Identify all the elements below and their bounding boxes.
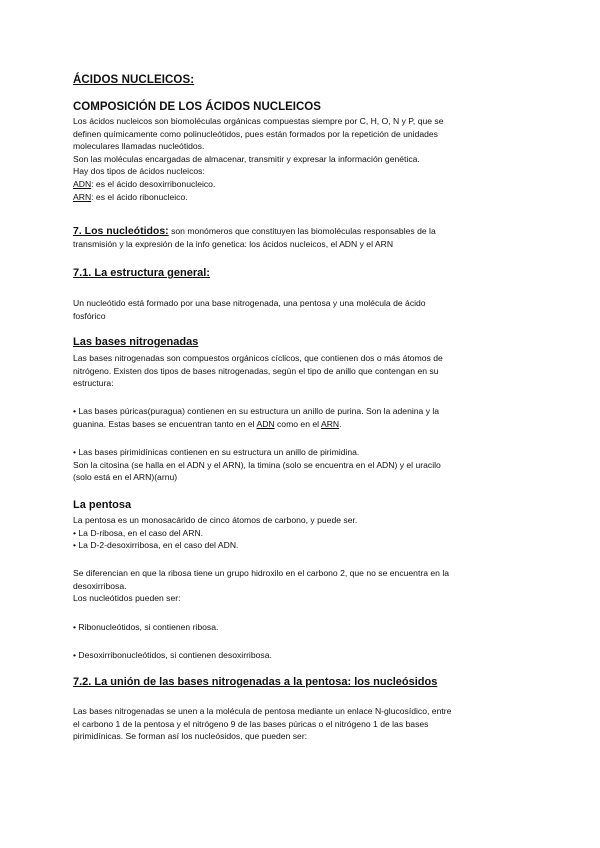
pentosa-line-3: • La D-2-desoxirribosa, en el caso del ADN. <box>73 540 239 551</box>
pentosa-diff-line-2: desoxirribosa. <box>73 580 127 591</box>
union-line-3: pirimidínicas. Se forman así los nucleósidos, que pueden ser: <box>73 731 308 742</box>
document-title: ÁCIDOS NUCLEICOS: <box>73 74 195 86</box>
desoxirribonucleotidos-item <box>73 649 528 662</box>
pentosa-diff-line-1: Se diferencian en que la ribosa tiene un grupo hidroxilo en el carbono 2, que no se encuentra en la <box>73 568 450 578</box>
pirimidinicas-line-2: Son la citosina (se halla en el ADN y el ARN), la timina (solo se encuentra en el ADN) y el uracilo <box>73 459 441 470</box>
composicion-heading: COMPOSICIÓN DE LOS ÁCIDOS NUCLEICOS <box>73 101 321 113</box>
puricas-text-a: guanina. Estas bases se encuentran tanto en el <box>73 418 257 429</box>
pentosa-line-2: • La D-ribosa, en el caso del ARN. <box>73 527 204 538</box>
desoxirribonucleotidos-text: • Desoxirribonucleótidos, si contienen desoxirribosa. <box>73 650 272 660</box>
bases-line-3: estructura: <box>73 378 114 389</box>
composicion-line-2: definen químicamente como polinucleótidos, pues están formados por la repetición de unidades <box>73 128 438 139</box>
ribonucleotidos-item <box>73 621 528 634</box>
pentosa-line-1: La pentosa es un monosacárido de cinco átomos de carbono, y puede ser. <box>73 515 358 525</box>
pentosa-paragraph <box>73 514 528 552</box>
pirimidinicas-line-1: • Las bases pirimidínicas contienen en su estructura un anillo de pirimidina. <box>73 447 360 457</box>
bases-line-1: Las bases nitrogenadas son compuestos orgánicos cíclicos, que contienen dos o más átomos de <box>73 353 443 363</box>
composicion-paragraph <box>73 115 528 203</box>
puricas-line-1: • Las bases púricas(puragua) contienen en su estructura un anillo de purina. Son la adenina y la <box>73 406 440 416</box>
pentosa-diff-paragraph <box>73 567 528 605</box>
pentosa-heading: La pentosa <box>73 499 132 511</box>
adn-desc: : es el ácido desoxirribonucleico. <box>91 178 216 189</box>
nucleotidos-heading: 7. Los nucleótidos: <box>73 225 169 237</box>
arn-desc: : es el ácido ribonucleico. <box>91 191 188 202</box>
union-paragraph <box>73 705 528 743</box>
union-line-2: el carbono 1 de la pentosa y el nitrógeno 9 de las bases púricas o el nitrógeno 1 de las bases <box>73 718 429 729</box>
ribonucleotidos-text: • Ribonucleótidos, si contienen ribosa. <box>73 622 219 632</box>
puricas-text-c: . <box>339 418 342 429</box>
estructura-paragraph <box>73 297 528 322</box>
composicion-line-3: moleculares llamadas nucleótidos. <box>73 141 205 152</box>
composicion-line-4: Son las moléculas encargadas de almacenar, transmitir y expresar la información genética. <box>73 153 420 164</box>
nucleotidos-line-1 <box>73 225 528 238</box>
puricas-adn-term: ADN <box>256 418 275 429</box>
pentosa-diff-line-3: Los nucleótidos pueden ser: <box>73 593 181 604</box>
estructura-heading: 7.1. La estructura general: <box>73 267 210 279</box>
bases-line-2: nitrógeno. Existen dos tipos de bases nitrogenadas, según el tipo de anillo que contengan en su <box>73 365 439 376</box>
union-heading: 7.2. La unión de las bases nitrogenadas a la pentosa: los nucleósidos <box>73 676 438 688</box>
bases-puricas-paragraph <box>73 405 528 430</box>
adn-term: ADN <box>73 178 92 189</box>
composicion-line-5: Hay dos tipos de ácidos nucleicos: <box>73 166 205 177</box>
nucleotidos-section <box>73 225 528 250</box>
pirimidinicas-line-3: (solo está en el ARN)(arnu) <box>73 472 178 483</box>
adn-definition <box>73 178 528 191</box>
union-line-1: Las bases nitrogenadas se unen a la molécula de pentosa mediante un enlace N-glucosídico, entre <box>73 706 452 716</box>
bases-paragraph <box>73 352 528 390</box>
arn-definition <box>73 191 528 204</box>
puricas-text-b: como en el <box>274 418 321 429</box>
puricas-line-2 <box>73 418 528 431</box>
composicion-line-1: Los ácidos nucleicos son biomoléculas orgánicas compuestas siempre por C, H, O, N y P, que se <box>73 116 444 126</box>
estructura-line-2: fosfórico <box>73 310 106 321</box>
bases-heading: Las bases nitrogenadas <box>73 336 199 348</box>
bases-pirimidinicas-paragraph <box>73 446 528 484</box>
estructura-line-1: Un nucleótido está formado por una base nitrogenada, una pentosa y una molécula de ácido <box>73 298 426 308</box>
puricas-arn-term: ARN <box>320 418 340 429</box>
nucleotidos-text-1: son monómeros que constituyen las biomoléculas responsables de la <box>168 226 436 236</box>
nucleotidos-line-2: transmisión y la expresión de la info genetica: los ácidos nucleicos, el ADN y el ARN <box>73 238 394 249</box>
arn-term: ARN <box>73 191 92 202</box>
